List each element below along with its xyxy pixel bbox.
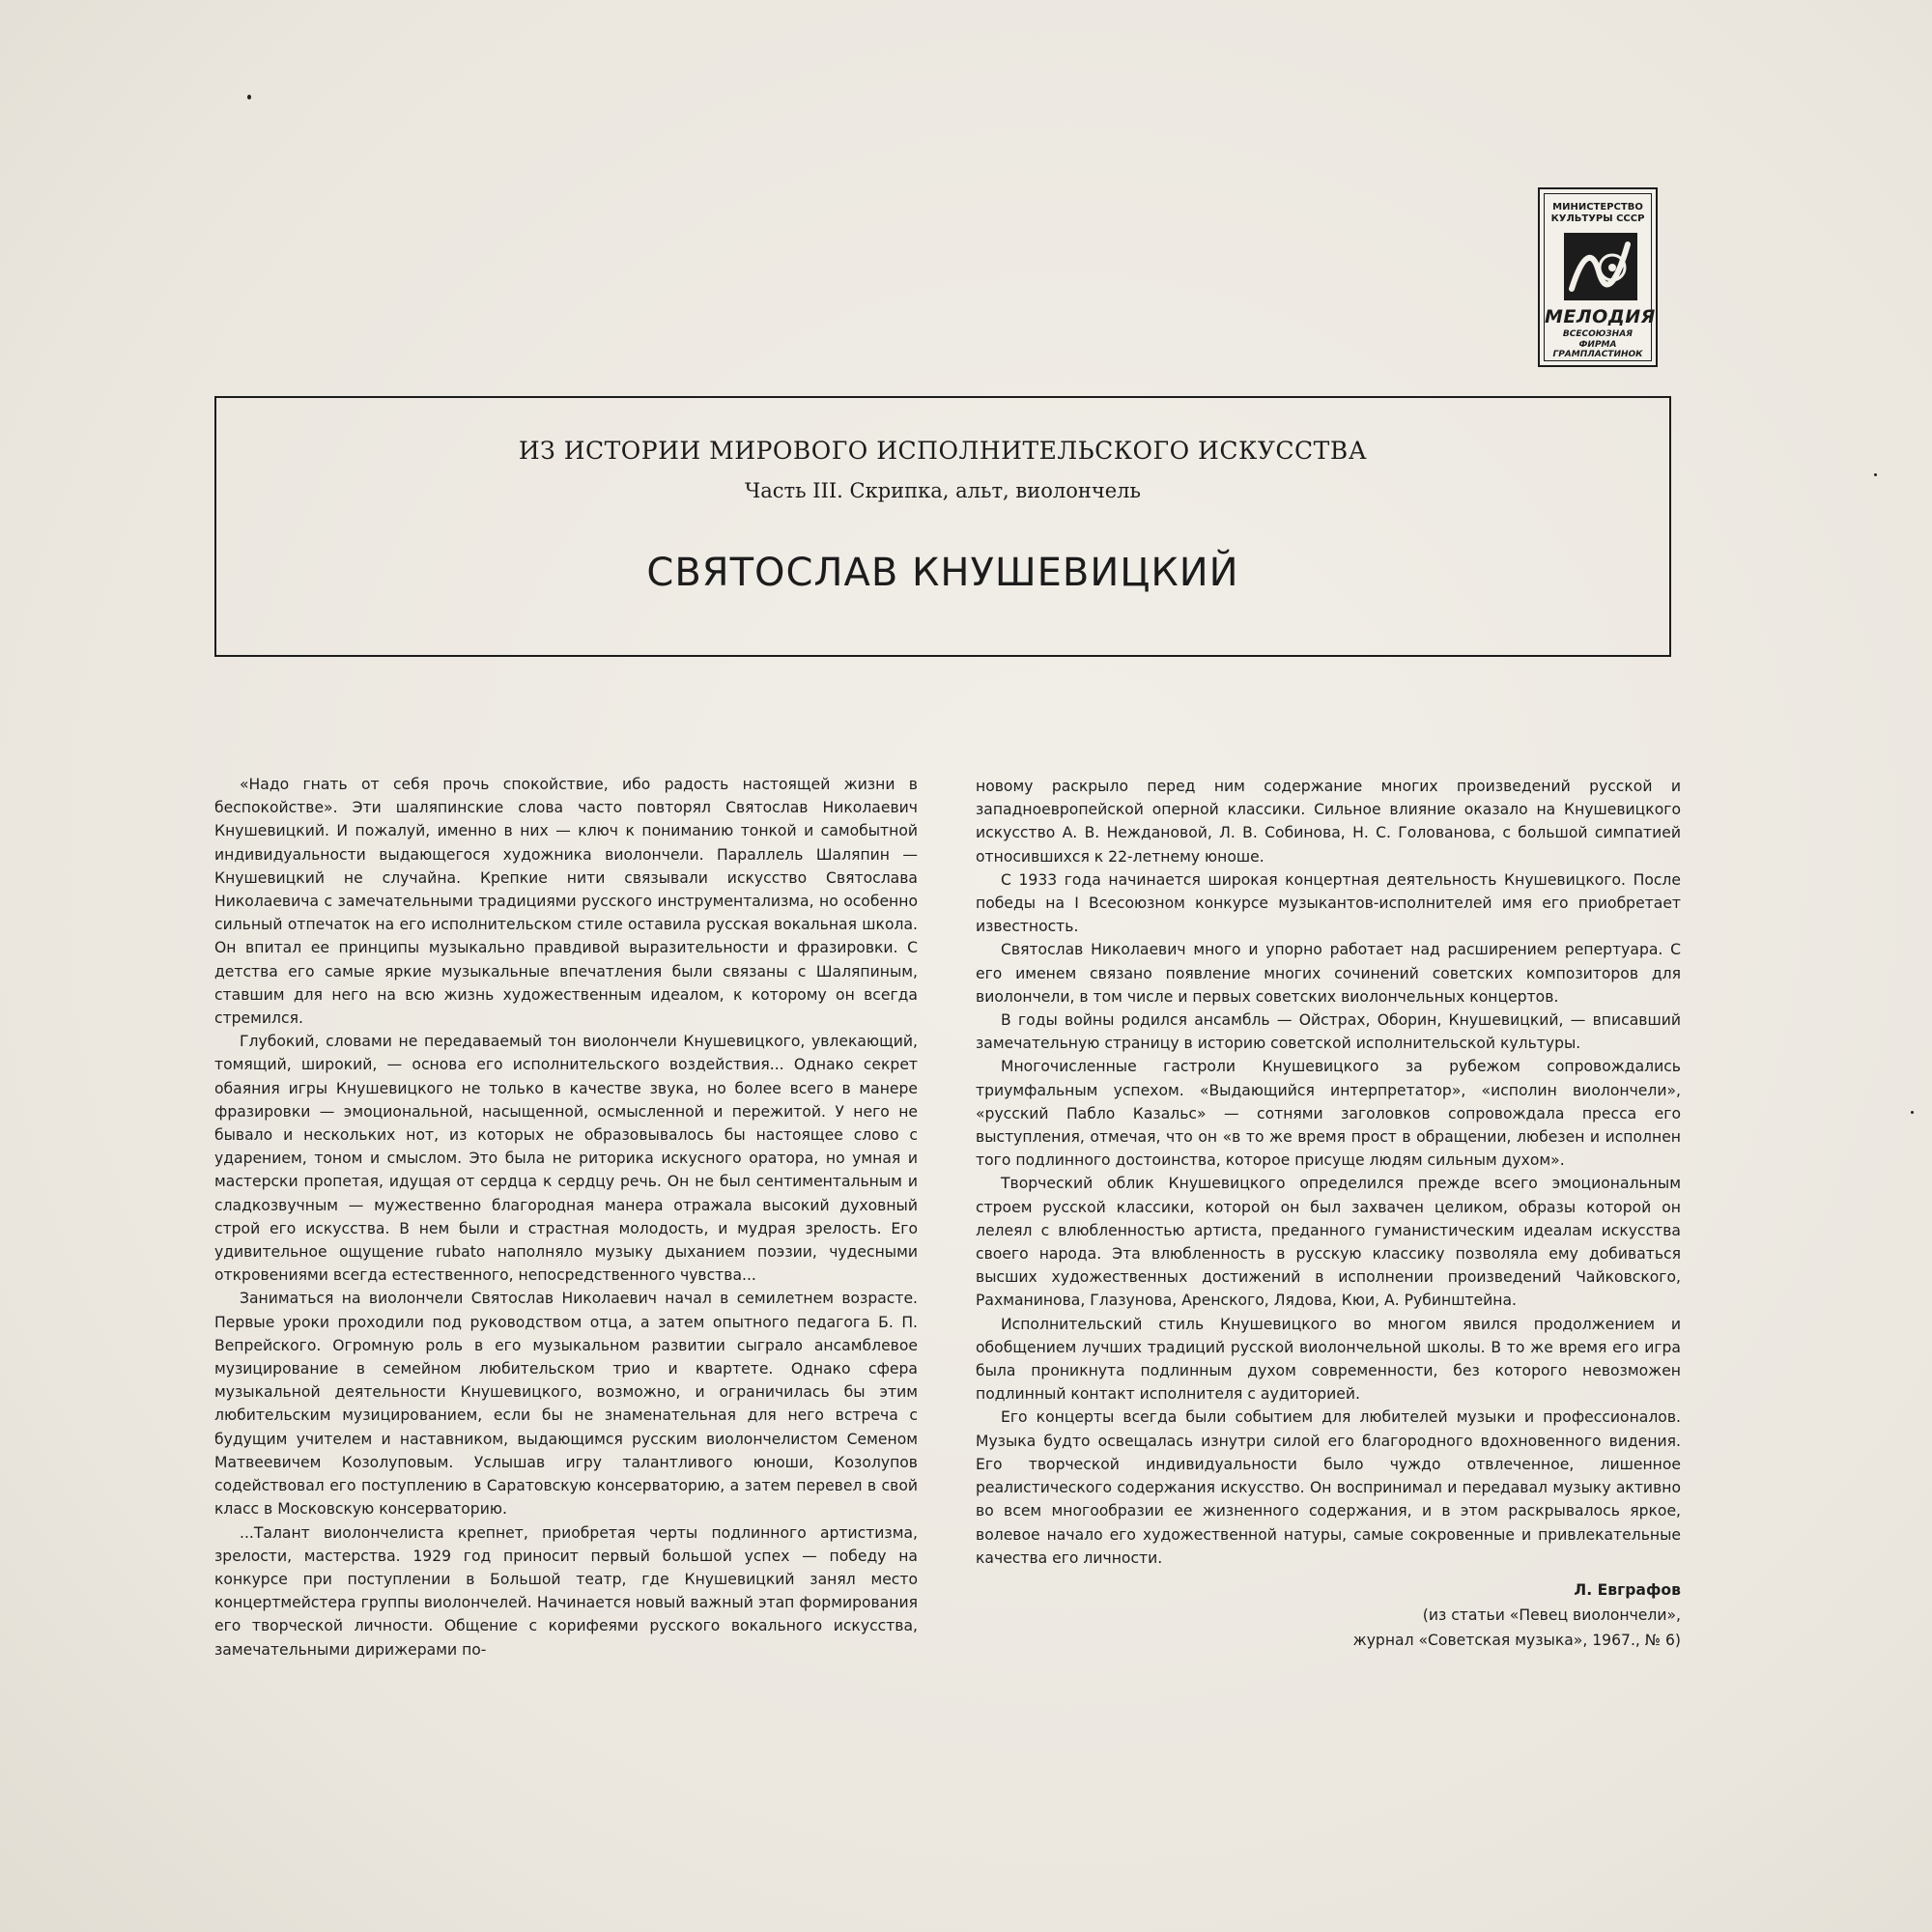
artist-name: СВЯТОСЛАВ КНУШЕВИЦКИЙ (646, 551, 1239, 595)
logo-ministry-text: МИНИСТЕРСТВО КУЛЬТУРЫ СССР (1550, 202, 1645, 224)
melodiya-emblem-icon (1564, 233, 1637, 300)
article-paragraph: «Надо гнать от себя прочь спокойствие, ибо радость настоящей жизни в беспокойстве». Эти шаляпинские слова часто повторял Святослав Николаевич Кнушевицкий. И пожалуй, именно в них — ключ к пониманию тонкой и самобытной индивидуальности выдающегося художника виолончели. Параллель Шаляпин — Кнушевицкий не случайна. Крепкие нити связывали искусство Святослава Николаевича с замечательными традициями русского инструментализма, но особенно сильный отпечаток на его исполнительском стиле оставила русская вокальная школа. Он впитал ее принципы музыкально правдивой выразительности и фразировки. С детства его самые яркие музыкальные впечатления были связаны с Шаляпиным, ставшим для него на всю жизнь художественным идеалом, к которому он всегда стремился. (214, 776, 918, 1028)
print-speck (247, 95, 251, 99)
source-line: журнал «Советская музыка», 1967., № 6) (1352, 1631, 1681, 1649)
logo-company-text: ВСЕСОЮЗНАЯ ФИРМА ГРАМПЛАСТИНОК (1552, 329, 1643, 359)
article-paragraph: Творческий облик Кнушевицкого определился прежде всего эмоциональным строем русской классики, которой он был захвачен целиком, образы которой он лелеял с влюбленностью артиста, преданного гуманистическим идеалам искусства своего народа. Эта влюбленность в русскую классику позволяла ему добиваться высших художественных достижений в исполнении произведений Чайковского, Рахманинова, Глазунова, Аренского, Лядова, Кюи, А. Рубинштейна. (976, 1175, 1681, 1310)
title-box (214, 396, 1671, 657)
article-paragraph: Исполнительский стиль Кнушевицкого во многом явился продолжением и обобщением лучших традиций русской виолончельной школы. В то же время его игра была проникнута подлинным духом современности, без которого невозможен подлинный контакт исполнителя с аудиторией. (976, 1315, 1681, 1404)
article-right-column (976, 775, 1681, 1653)
print-speck (1874, 473, 1877, 476)
article-left-column (214, 773, 918, 1662)
article-paragraph: Глубокий, словами не передаваемый тон виолончели Кнушевицкого, увлекающий, томящий, широкий, — основа его исполнительского воздействия... Однако секрет обаяния игры Кнушевицкого не только в качестве звука, но более всего в манере фразировки — эмоциональной, насыщенной, осмысленной и пережитой. У него не бывало и нескольких нот, из которых не образовывалось бы настоящее слово с ударением, тоном и смыслом. Это была не риторика искусного оратора, но умная и мастерски пропетая, идущая от сердца к сердцу речь. Он не был сентиментальным и сладкозвучным — мужественно благородная манера отражала высокий духовный строй его искусства. В нем были и страстная молодость, и мудрая зрелость. Его удивительное ощущение rubato наполняло музыку дыханием поэзии, чудесными откровениями всегда естественного, непосредственного чувства... (214, 1033, 918, 1285)
article-paragraph: Многочисленные гастроли Кнушевицкого за рубежом сопровождались триумфальным успехом. «Выдающийся интерпретатор», «исполин виолончели», «русский Пабло Казальс» — сотнями заголовков сопровождала пресса его выступления, отмечая, что он «в то же время прост в обращении, любезен и исполнен того подлинного достоинства, которое присуще людям сильным духом». (976, 1058, 1681, 1170)
melodiya-logo (1538, 187, 1658, 367)
article-paragraph: Святослав Николаевич много и упорно работает над расширением репертуара. С его именем связано появление многих сочинений советских композиторов для виолончели, в том числе и первых советских виолончельных концертов. (976, 941, 1681, 1006)
article-paragraph: Заниматься на виолончели Святослав Николаевич начал в семилетнем возрасте. Первые уроки проходили под руководством отца, а затем опытного педагога Б. П. Вепрейского. Огромную роль в его музыкальном развитии сыграло ансамблевое музицирование в семейном любительском трио и квартете. Однако сфера музыкальной деятельности Кнушевицкого, возможно, и ограничилась бы этим любительским музицированием, если бы не знаменательная для него встреча с будущим учителем и наставником, выдающимся русским виолончелистом Семеном Матвеевичем Козолуповым. Услышав игру талантливого юноши, Козолупов содействовал его поступлению в Саратовскую консерваторию, а затем перевел в свой класс в Московскую консерваторию. (214, 1290, 918, 1519)
article-paragraph: Его концерты всегда были событием для любителей музыки и профессионалов. Музыка будто освещалась изнутри силой его благородного вдохновенного видения. Его творческой индивидуальности было чуждо отвлеченное, лишенное реалистического содержания искусство. Он воспринимал и передавал музыку активно во всем многообразии ее жизненного содержания, и в этом раскрывалось яркое, волевое начало его художественной натуры, самые сокровенные и привлекательные качества его личности. (976, 1408, 1681, 1567)
print-speck (1911, 1111, 1914, 1114)
author-name: Л. Евграфов (1574, 1580, 1681, 1599)
article-paragraph: С 1933 года начинается широкая концертная деятельность Кнушевицкого. После победы на I Всесоюзном конкурсе музыкантов-исполнителей имя его приобретает известность. (976, 870, 1681, 936)
article-paragraph: ...Талант виолончелиста крепнет, приобретая черты подлинного артистизма, зрелости, мастерства. 1929 год приносит первый большой успех — победу на конкурсе при поступлении в Большой театр, где Кнушевицкий занял место концертмейстера группы виолончелей. Начинается новый важный этап формирования его творческой личности. Общение с корифеями русского вокального искусства, замечательными дирижерами по- (214, 1523, 918, 1659)
source-line: (из статьи «Певец виолончели», (1422, 1605, 1681, 1624)
series-title: ИЗ ИСТОРИИ МИРОВОГО ИСПОЛНИТЕЛЬСКОГО ИСКУССТВА (518, 437, 1368, 465)
article-paragraph: новому раскрыло перед ним содержание многих произведений русской и западноевропейской оперной классики. Сильное влияние оказало на Кнушевицкого искусство А. В. Неждановой, Л. В. Собинова, Н. С. Голованова, с большой симпатией относившихся к 22-летнему юноше. (976, 778, 1681, 866)
article-paragraph: В годы войны родился ансамбль — Ойстрах, Оборин, Кнушевицкий, — вписавший замечательную страницу в историю советской исполнительской культуры. (976, 1011, 1681, 1053)
logo-brand-name: МЕЛОДИЯ (1545, 306, 1656, 327)
attribution (976, 1577, 1681, 1653)
part-title: Часть III. Скрипка, альт, виолончель (745, 479, 1141, 502)
